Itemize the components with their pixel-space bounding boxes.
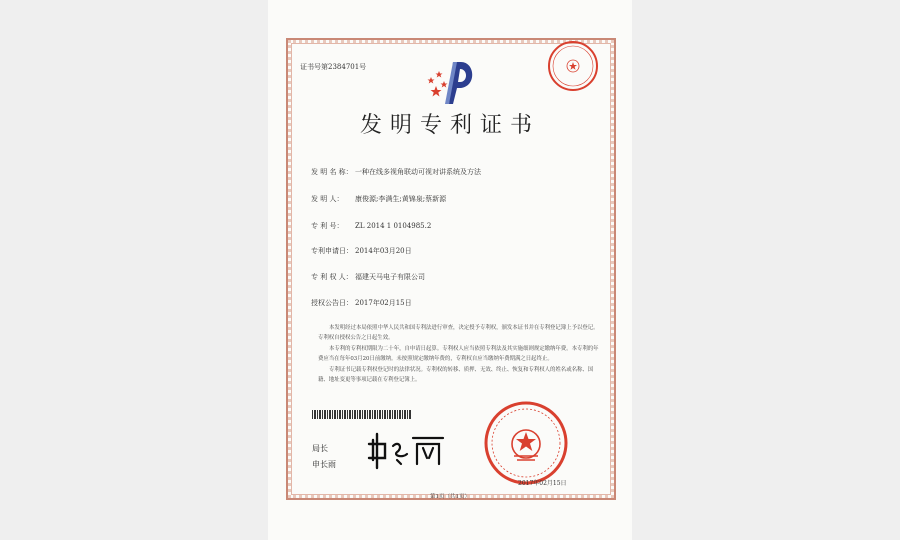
field-invention-name — [311, 167, 481, 177]
field-grant-date — [311, 298, 412, 308]
field-value: 2014年03月20日 — [355, 247, 412, 255]
certificate-title: 发明专利证书 — [359, 113, 540, 138]
field-label: 发 明 人： — [311, 195, 344, 203]
director-signature-icon — [367, 430, 447, 470]
bottom-official-seal-icon — [483, 400, 569, 486]
field-value: 2017年02月15日 — [355, 299, 412, 307]
field-value: 一种在线多视角联动可视对讲系统及方法 — [355, 168, 481, 176]
page-number: 第1页（共1页） — [430, 494, 470, 500]
field-patentee — [311, 272, 425, 282]
certificate-body-text — [318, 323, 600, 386]
field-label: 专 利 号： — [311, 222, 344, 230]
barcode — [312, 410, 412, 419]
field-application-date — [311, 246, 412, 256]
patent-office-emblem-icon — [423, 58, 483, 108]
body-paragraph: 本专利的专利权期限为二十年，自申请日起算。专利权人应当依照专利法及其实施细则规定缴纳年费。本专利的年费应当在每年03月20日前缴纳。未按照规定缴纳年费的，专利权自应当缴纳年费期满之日起终止。 — [318, 346, 599, 362]
field-value: 福建天马电子有限公司 — [355, 273, 425, 281]
director-title: 局长 — [312, 444, 328, 453]
field-label: 发 明 名 称： — [311, 168, 353, 176]
field-label: 专 利 权 人： — [311, 273, 353, 281]
field-value: 康俊源;李满生;黄锦泉;蔡新源 — [355, 195, 447, 203]
field-label: 授权公告日： — [311, 299, 353, 307]
field-inventors — [311, 194, 446, 204]
field-patent-number — [311, 221, 431, 231]
body-paragraph: 专利证书记载专利权登记时的法律状况。专利权的转移、质押、无效、终止、恢复和专利权人的姓名或名称、国籍、地址变更等事项记载在专利登记簿上。 — [318, 367, 594, 383]
body-paragraph: 本发明经过本局依照中华人民共和国专利法进行审查，决定授予专利权，颁发本证书并在专利登记簿上予以登记。专利权自授权公告之日起生效。 — [318, 325, 599, 341]
director-name: 申长雨 — [312, 460, 336, 469]
field-value: ZL 2014 1 0104985.2 — [355, 222, 432, 230]
field-label: 专利申请日： — [311, 247, 353, 255]
issue-date: 2017年02月15日 — [518, 480, 567, 487]
top-official-seal-icon — [547, 40, 599, 92]
certificate-number: 证书号第2384701号 — [300, 63, 367, 71]
